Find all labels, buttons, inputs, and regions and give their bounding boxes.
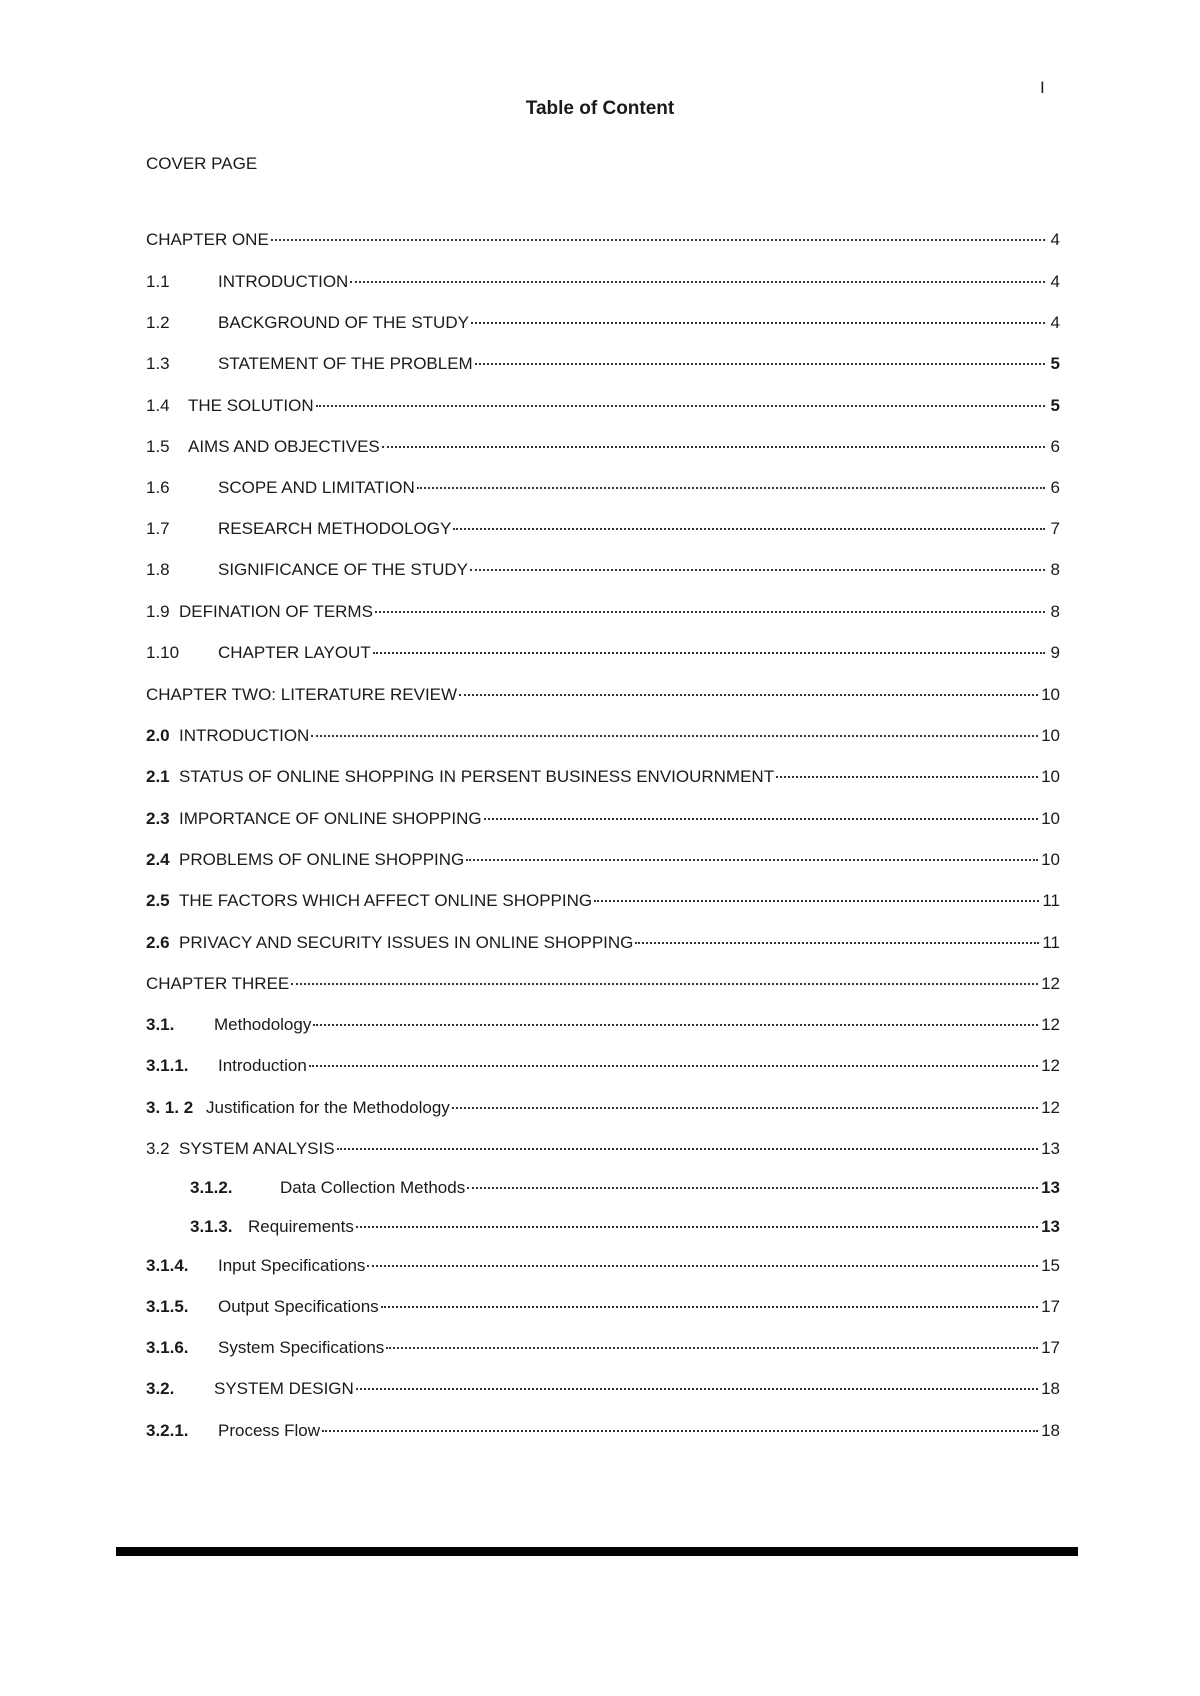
toc-entry-label: Justification for the Methodology xyxy=(206,1098,450,1117)
toc-entry-number: 2.4 xyxy=(146,850,170,869)
toc-entry-label: CHAPTER ONE xyxy=(146,230,269,249)
toc-entry-number: 3.2. xyxy=(146,1379,175,1398)
toc-entry[interactable] xyxy=(146,973,1060,995)
toc-entry[interactable] xyxy=(146,271,1060,293)
toc-entry-label: PROBLEMS OF ONLINE SHOPPING xyxy=(179,850,465,869)
toc-entry[interactable] xyxy=(146,1055,1060,1077)
toc-entry-number: 1.3 xyxy=(146,354,170,373)
toc-entry-page: 10 xyxy=(1041,809,1060,828)
toc-entry-number: 2.1 xyxy=(146,767,170,786)
toc-entry-page: 12 xyxy=(1041,1056,1060,1075)
toc-entry-label: THE SOLUTION xyxy=(188,396,314,415)
dot-leader xyxy=(271,239,1045,241)
toc-entry[interactable] xyxy=(146,436,1060,458)
dot-leader xyxy=(417,487,1045,489)
toc-entry[interactable] xyxy=(146,518,1060,540)
toc-entry-number: 1.7 xyxy=(146,519,170,538)
toc-entry-page: 5 xyxy=(1050,396,1060,415)
toc-entry[interactable] xyxy=(146,642,1060,664)
toc-entry[interactable] xyxy=(146,1138,1060,1160)
toc-entry-page: 11 xyxy=(1042,891,1060,910)
toc-entry-number: 3.1. xyxy=(146,1015,175,1034)
footer-rule xyxy=(116,1547,1078,1556)
dot-leader xyxy=(350,281,1045,283)
toc-entry-page: 10 xyxy=(1041,685,1060,704)
toc-entry-number: 3.1.3. xyxy=(190,1217,233,1236)
toc-entry-label: Methodology xyxy=(214,1015,312,1034)
dot-leader xyxy=(381,1306,1038,1308)
toc-entry-label: Data Collection Methods xyxy=(280,1178,466,1197)
toc-entry-number: 1.10 xyxy=(146,643,180,662)
cover-page-label: COVER PAGE xyxy=(146,154,258,173)
toc-entry-label: SYSTEM DESIGN xyxy=(214,1379,354,1398)
toc-entry[interactable] xyxy=(146,684,1060,706)
dot-leader xyxy=(316,405,1045,407)
toc-entry[interactable] xyxy=(146,890,1060,912)
toc-entry-label: PRIVACY AND SECURITY ISSUES IN ONLINE SHOPPING xyxy=(179,933,634,952)
dot-leader xyxy=(386,1347,1038,1349)
dot-leader xyxy=(309,1065,1038,1067)
dot-leader xyxy=(367,1265,1038,1267)
dot-leader xyxy=(594,900,1039,902)
toc-entry-page: 12 xyxy=(1041,1098,1060,1117)
toc-entry-label: Introduction xyxy=(218,1056,307,1075)
toc-entry-page: 9 xyxy=(1050,643,1060,662)
toc-entry-label: CHAPTER LAYOUT xyxy=(218,643,371,662)
toc-entry-number: 1.4 xyxy=(146,396,170,415)
toc-entry-page: 13 xyxy=(1041,1139,1060,1158)
toc-entry-page: 12 xyxy=(1041,1015,1060,1034)
dot-leader xyxy=(475,363,1045,365)
toc-entry-label: INTRODUCTION xyxy=(179,726,310,745)
toc-entry-page: 15 xyxy=(1041,1256,1060,1275)
dot-leader xyxy=(466,859,1038,861)
dot-leader xyxy=(356,1388,1038,1390)
toc-entry-label: RESEARCH METHODOLOGY xyxy=(218,519,452,538)
dot-leader xyxy=(470,569,1045,571)
dot-leader xyxy=(459,694,1038,696)
toc-entry[interactable] xyxy=(146,1296,1060,1318)
toc-entry-page: 6 xyxy=(1050,478,1060,497)
toc-entry-label: STATEMENT OF THE PROBLEM xyxy=(218,354,473,373)
toc-entry-page: 7 xyxy=(1050,519,1060,538)
toc-entry[interactable] xyxy=(190,1216,1060,1238)
dot-leader xyxy=(337,1148,1039,1150)
toc-entry-page: 17 xyxy=(1041,1338,1060,1357)
dot-leader xyxy=(471,322,1045,324)
page-number: I xyxy=(1040,78,1045,97)
toc-entry-number: 1.9 xyxy=(146,602,170,621)
toc-entry-label: Requirements xyxy=(248,1217,354,1236)
toc-entry-number: 1.2 xyxy=(146,313,170,332)
toc-entry-label: STATUS OF ONLINE SHOPPING IN PERSENT BUSINESS ENVIOURNMENT xyxy=(179,767,775,786)
toc-entry-label: CHAPTER TWO: LITERATURE REVIEW xyxy=(146,685,458,704)
dot-leader xyxy=(291,983,1038,985)
toc-entry-number: 3.2 xyxy=(146,1139,170,1158)
toc-entry-label: BACKGROUND OF THE STUDY xyxy=(218,313,469,332)
toc-entry-label: AIMS AND OBJECTIVES xyxy=(188,437,380,456)
toc-entry-number: 3.1.1. xyxy=(146,1056,189,1075)
dot-leader xyxy=(452,1107,1038,1109)
toc-entry-number: 2.5 xyxy=(146,891,170,910)
toc-entry-page: 12 xyxy=(1041,974,1060,993)
toc-entry-page: 18 xyxy=(1041,1421,1060,1440)
dot-leader xyxy=(776,776,1038,778)
toc-entry[interactable] xyxy=(146,766,1060,788)
toc-entry[interactable] xyxy=(190,1177,1060,1199)
toc-entry[interactable] xyxy=(146,229,1060,251)
dot-leader xyxy=(356,1226,1038,1228)
toc-entry-label: SCOPE AND LIMITATION xyxy=(218,478,415,497)
toc-entry-page: 10 xyxy=(1041,850,1060,869)
toc-entry-page: 10 xyxy=(1041,767,1060,786)
dot-leader xyxy=(322,1430,1038,1432)
toc-entry-page: 8 xyxy=(1050,602,1060,621)
toc-entry-number: 3.2.1. xyxy=(146,1421,189,1440)
toc-entry-label: Output Specifications xyxy=(218,1297,379,1316)
dot-leader xyxy=(453,528,1045,530)
toc-entry[interactable] xyxy=(146,559,1060,581)
toc-entry-page: 11 xyxy=(1042,933,1060,952)
toc-entry-page: 13 xyxy=(1041,1217,1060,1236)
toc-entry[interactable] xyxy=(146,1255,1060,1277)
toc-entry[interactable] xyxy=(146,353,1060,375)
toc-entry-number: 1.1 xyxy=(146,272,170,291)
toc-entry-page: 4 xyxy=(1050,313,1060,332)
toc-entry-page: 4 xyxy=(1050,230,1060,249)
toc-entry-label: IMPORTANCE OF ONLINE SHOPPING xyxy=(179,809,482,828)
toc-entry[interactable] xyxy=(146,601,1060,623)
toc-entry[interactable] xyxy=(146,1420,1060,1442)
toc-entry-page: 17 xyxy=(1041,1297,1060,1316)
toc-entry[interactable] xyxy=(146,395,1060,417)
dot-leader xyxy=(375,611,1045,613)
dot-leader xyxy=(635,942,1039,944)
toc-entry-label: Process Flow xyxy=(218,1421,321,1440)
toc-entry-label: DEFINATION OF TERMS xyxy=(179,602,373,621)
toc-entry-number: 3. 1. 2 xyxy=(146,1098,194,1117)
toc-entry[interactable] xyxy=(146,1378,1060,1400)
toc-entry-label: INTRODUCTION xyxy=(218,272,349,291)
toc-entry-page: 4 xyxy=(1050,272,1060,291)
toc-entry-number: 3.1.5. xyxy=(146,1297,189,1316)
toc-entry-page: 18 xyxy=(1041,1379,1060,1398)
toc-entry[interactable] xyxy=(146,849,1060,871)
toc-entry-number: 2.6 xyxy=(146,933,170,952)
toc-entry[interactable] xyxy=(146,725,1060,747)
toc-entry-number: 1.6 xyxy=(146,478,170,497)
toc-entry[interactable] xyxy=(146,1097,1060,1119)
dot-leader xyxy=(382,446,1045,448)
toc-entry-label: SIGNIFICANCE OF THE STUDY xyxy=(218,560,468,579)
toc-entry-page: 10 xyxy=(1041,726,1060,745)
toc-entry-number: 1.5 xyxy=(146,437,170,456)
toc-entry[interactable] xyxy=(146,1337,1060,1359)
toc-entry-label: System Specifications xyxy=(218,1338,385,1357)
dot-leader xyxy=(313,1024,1038,1026)
toc-entry-page: 13 xyxy=(1041,1178,1060,1197)
toc-entry[interactable] xyxy=(146,312,1060,334)
toc-entry-label: SYSTEM ANALYSIS xyxy=(179,1139,335,1158)
toc-entry-number: 1.8 xyxy=(146,560,170,579)
dot-leader xyxy=(467,1187,1038,1189)
toc-entry[interactable] xyxy=(146,932,1060,954)
toc-entry-number: 3.1.2. xyxy=(190,1178,233,1197)
toc-entry-number: 2.3 xyxy=(146,809,170,828)
toc-entry-page: 5 xyxy=(1050,354,1060,373)
toc-entry[interactable] xyxy=(146,1014,1060,1036)
toc-entry-number: 2.0 xyxy=(146,726,170,745)
toc-entry-label: THE FACTORS WHICH AFFECT ONLINE SHOPPING xyxy=(179,891,593,910)
page-title: Table of Content xyxy=(525,98,675,119)
toc-entry[interactable] xyxy=(146,477,1060,499)
dot-leader xyxy=(311,735,1038,737)
toc-entry-label: Input Specifications xyxy=(218,1256,366,1275)
toc-entry-number: 3.1.6. xyxy=(146,1338,189,1357)
toc-entry[interactable] xyxy=(146,808,1060,830)
toc-entry-page: 8 xyxy=(1050,560,1060,579)
toc-entry-label: CHAPTER THREE xyxy=(146,974,290,993)
dot-leader xyxy=(373,652,1045,654)
toc-entry-page: 6 xyxy=(1050,437,1060,456)
dot-leader xyxy=(484,818,1038,820)
toc-entry-number: 3.1.4. xyxy=(146,1256,189,1275)
